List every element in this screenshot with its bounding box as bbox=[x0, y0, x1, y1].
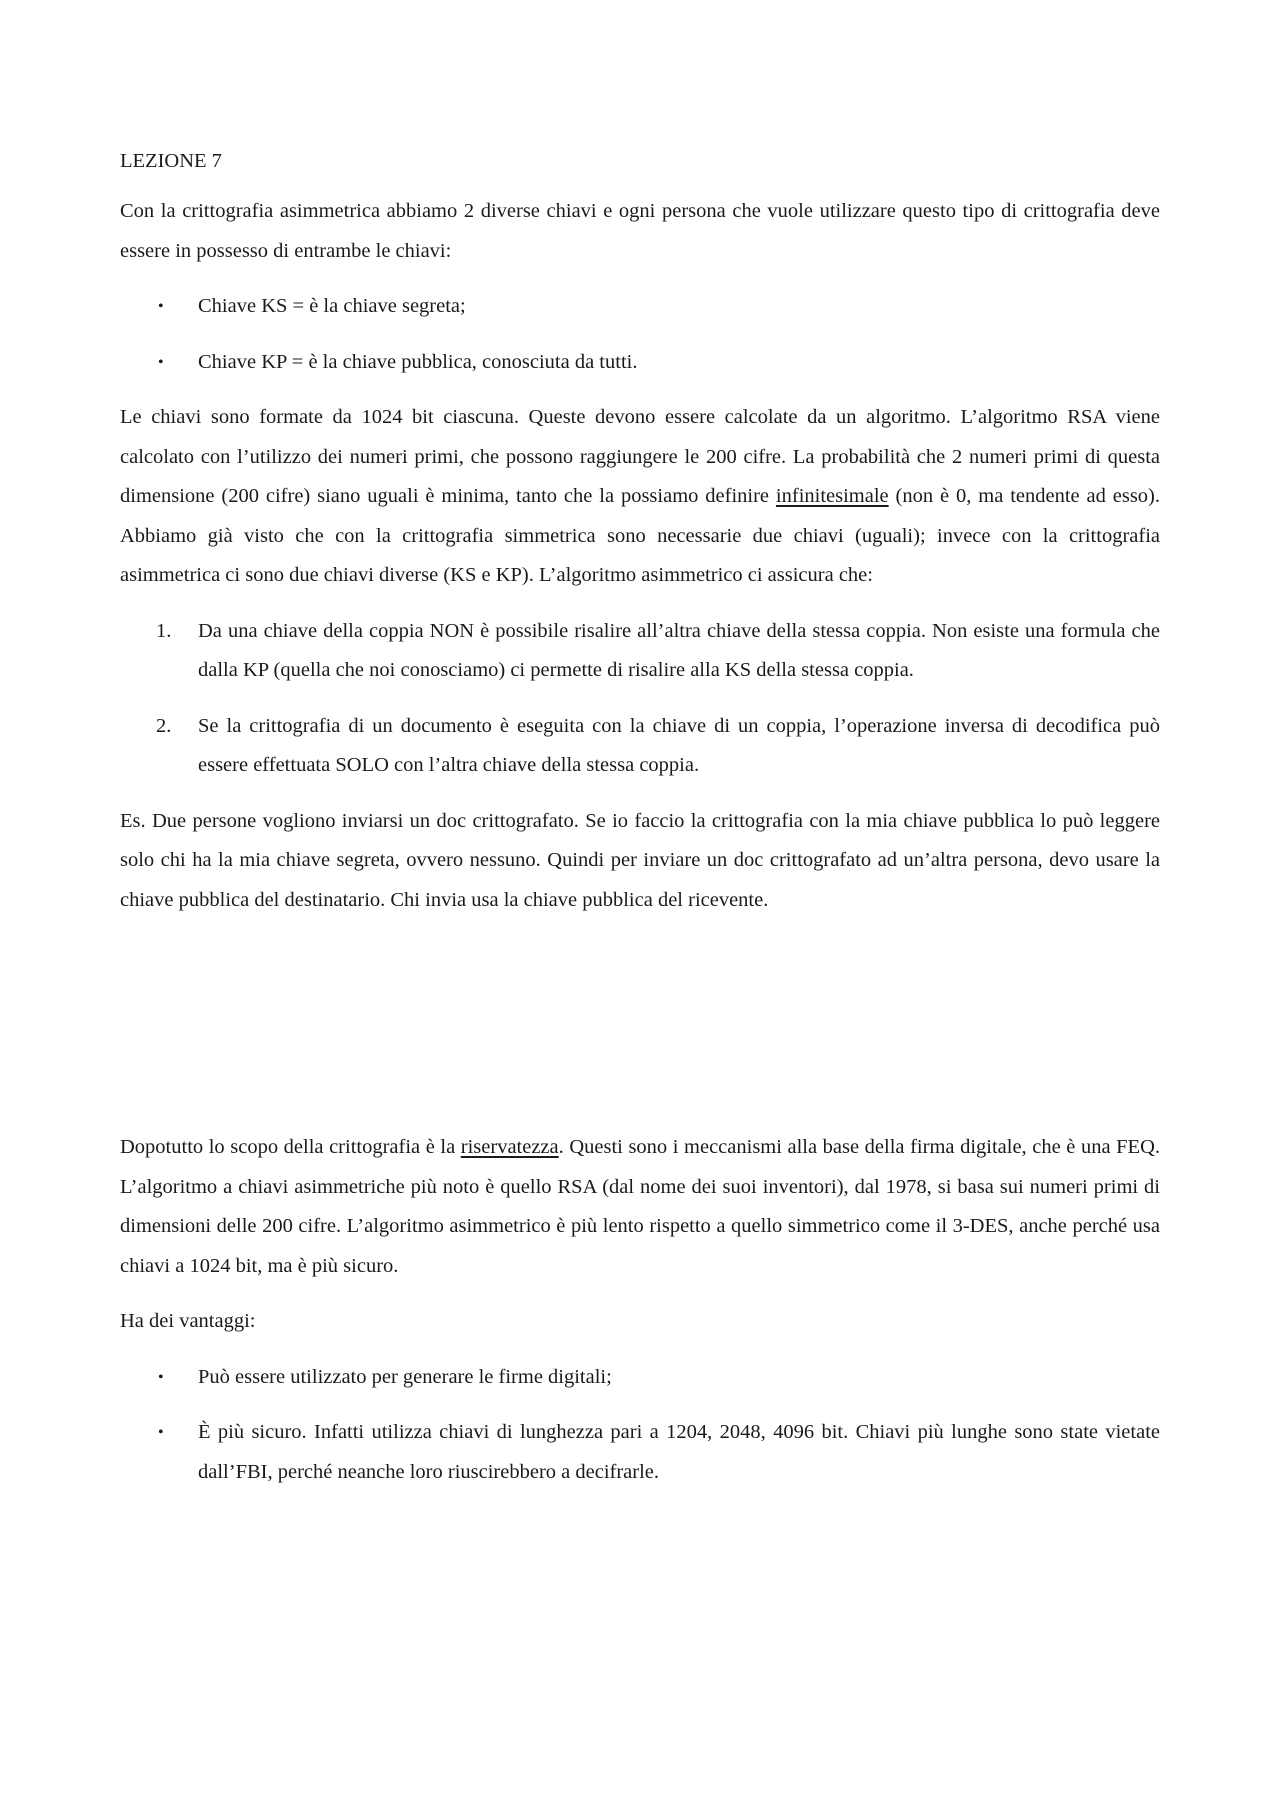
list-number: 2. bbox=[156, 714, 172, 737]
bullet-icon: • bbox=[158, 1424, 164, 1441]
list-item bbox=[120, 343, 1160, 383]
paragraph-text: Dopotutto lo scopo della crittografia è la bbox=[120, 1136, 461, 1158]
underlined-term: riservatezza bbox=[460, 1136, 559, 1158]
intro-paragraph: Con la crittografia asimmetrica abbiamo 2 diverse chiavi e ogni persona che vuole utilizzare questo tipo di crittografia deve essere in possesso di entrambe le chiavi: bbox=[120, 200, 1160, 262]
lesson-title: LEZIONE 7 bbox=[120, 150, 222, 172]
rsa-paragraph bbox=[120, 398, 1160, 596]
document-page bbox=[120, 146, 1160, 1508]
guarantees-list bbox=[120, 612, 1160, 786]
list-item-text: Chiave KS = è la chiave segreta; bbox=[198, 295, 466, 317]
list-item bbox=[120, 707, 1160, 786]
list-item bbox=[120, 287, 1160, 327]
paragraph-text: . Questi sono i meccanismi alla base della firma digitale, che è una FEQ. L’algoritmo a chiavi asimmetriche più noto è quello RSA (dal nome dei suoi inventori), dal 1978, si basa sui numeri primi di dimensioni delle 200 cifre. L’algoritmo asimmetrico è più lento rispetto a quello simmetrico come il 3-DES, anche perché usa chiavi a 1024 bit, ma è più sicuro. bbox=[120, 1136, 1160, 1277]
bullet-icon: • bbox=[158, 1368, 164, 1386]
list-item bbox=[120, 1413, 1160, 1492]
bullet-icon: • bbox=[158, 298, 164, 315]
list-item-text: Se la crittografia di un documento è eseguita con la chiave di un coppia, l’operazione inversa di decodifica può essere effettuata SOLO con l’altra chiave della stessa coppia. bbox=[198, 714, 1160, 776]
list-item-text: Da una chiave della coppia NON è possibile risalire all’altra chiave della stessa coppia. Non esiste una formula che dalla KP (quella che noi conosciamo) ci permette di risalire alla KS della stessa coppia. bbox=[198, 619, 1160, 681]
underlined-term: infinitesimale bbox=[775, 485, 889, 507]
blank-space bbox=[120, 936, 1160, 1128]
advantages-heading: Ha dei vantaggi: bbox=[120, 1310, 256, 1332]
keys-list bbox=[120, 287, 1160, 382]
purpose-paragraph bbox=[120, 1128, 1160, 1286]
list-item-text: Può essere utilizzato per generare le firme digitali; bbox=[198, 1365, 612, 1388]
paragraph-text: (non è 0, ma tendente ad esso). Abbiamo già visto che con la crittografia simmetrica sono necessarie due chiavi (uguali); invece con la crittografia asimmetrica ci sono due chiavi diverse (KS e KP). L’algoritmo asimmetrico ci assicura che: bbox=[120, 485, 1161, 586]
list-item bbox=[120, 1358, 1160, 1398]
bullet-icon: • bbox=[158, 353, 164, 371]
advantages-list bbox=[120, 1358, 1160, 1493]
list-item-text: È più sicuro. Infatti utilizza chiavi di lunghezza pari a 1204, 2048, 4096 bit. Chiavi più lunghe sono state vietate dall’FBI, perché neanche loro riuscirebbero a decifrarle. bbox=[198, 1421, 1160, 1483]
list-number: 1. bbox=[156, 619, 172, 642]
list-item-text: Chiave KP = è la chiave pubblica, conosciuta da tutti. bbox=[198, 350, 638, 373]
list-item bbox=[120, 612, 1160, 691]
paragraph-text: Le chiavi sono formate da 1024 bit ciascuna. Queste devono essere calcolate da un algoritmo. L’algoritmo RSA viene calcolato con l’utilizzo dei numeri primi, che possono raggiungere le 200 cifre. La probabilità che 2 numeri primi di questa dimensione (200 cifre) siano uguali è minima, tanto che la possiamo definire bbox=[120, 406, 1160, 507]
example-paragraph: Es. Due persone vogliono inviarsi un doc crittografato. Se io faccio la crittografia con la mia chiave pubblica lo può leggere solo chi ha la mia chiave segreta, ovvero nessuno. Quindi per inviare un doc crittografato ad un’altra persona, devo usare la chiave pubblica del destinatario. Chi invia usa la chiave pubblica del ricevente. bbox=[120, 809, 1160, 911]
